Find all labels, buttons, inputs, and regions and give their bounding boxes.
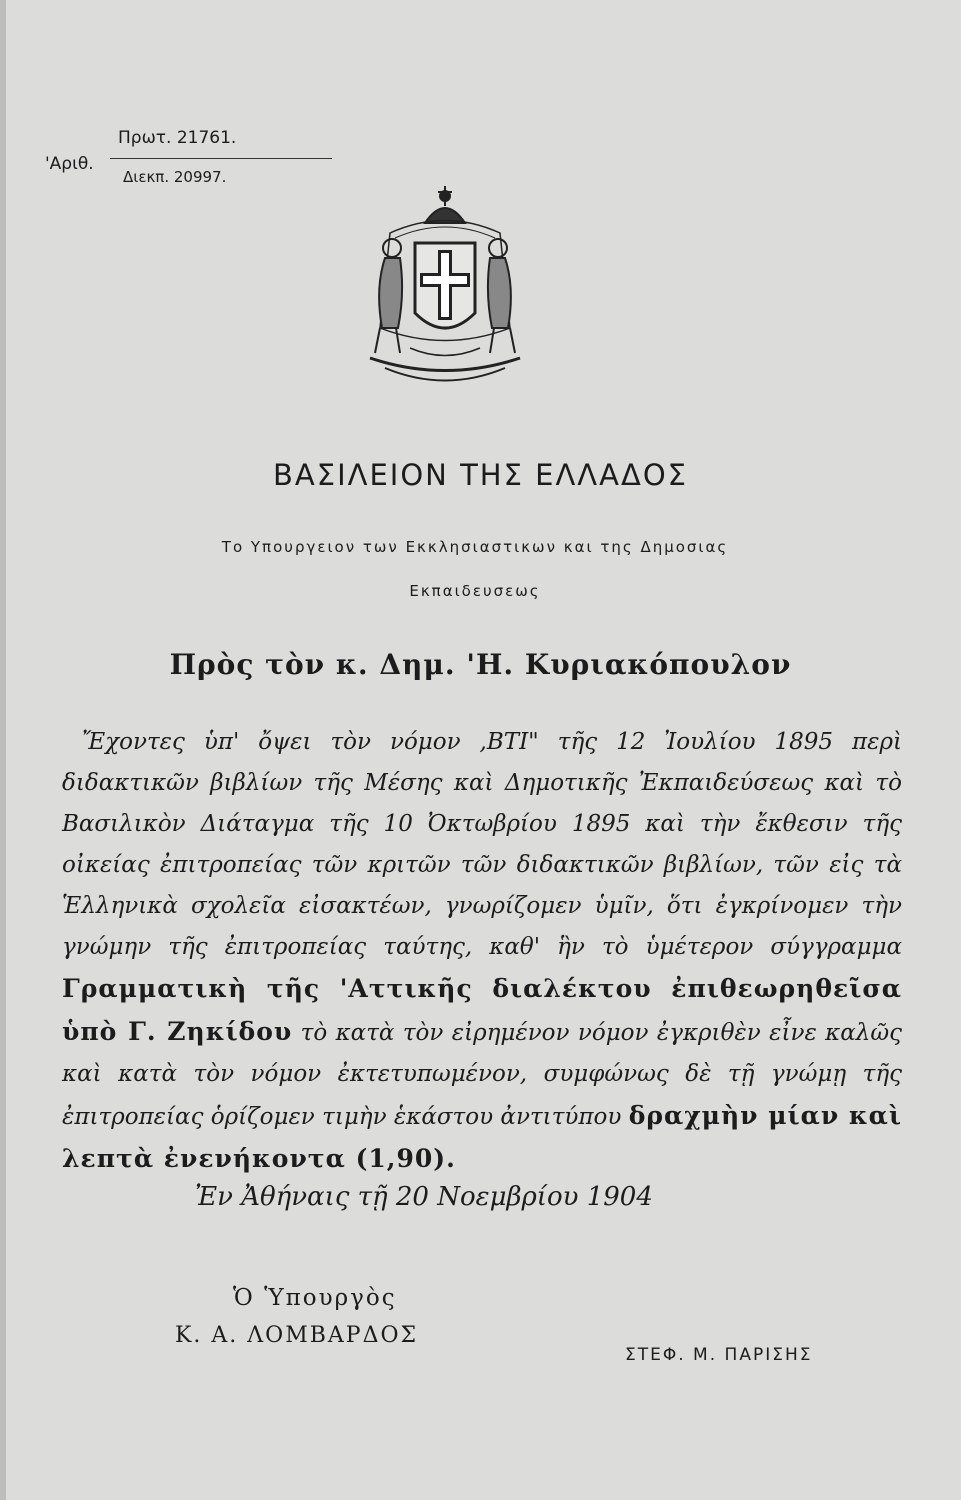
arith-label: 'Αριθ. <box>45 154 94 174</box>
body-part-1: Ἔχοντες ὑπ' ὄψει τὸν νόμον ,ΒΤΙ" τῆς 12 Ἰουλίου 1895 περὶ διδακτικῶν βιβλίων τῆς Μέσης καὶ Δημοτικῆς Ἐκπαιδεύσεως καὶ τὸ Βασιλικὸν Διάταγμα τῆς 10 Ὀκτωβρίου 1895 καὶ τὴν ἔκθεσιν τῆς οἰκείας ἐπιτροπείας τῶν κριτῶν τῶν διδακτικῶν βιβλίων, τῶν εἰς τὰ Ἑλληνικὰ σχολεῖα εἰσακτέων, γνωρίζομεν ὑμῖν, ὅτι ἐγκρίνομεν τὴν γνώμην τῆς ἐπιτροπείας ταύτης, καθ' ἣν τὸ ὑμέτερον σύγγραμμα <box>62 729 902 960</box>
ministry-heading <box>75 525 875 613</box>
book-title: Γραμματικὴ τῆς 'Αττικῆς διαλέκτου ἐπιθεωρηθεῖσα ὑπὸ Γ. Ζηκίδου <box>62 974 902 1046</box>
dispatch-number: Διεκπ. 20997. <box>123 168 227 186</box>
ministry-line-1: Το Υπουργειον των Εκκλησιαστικων και της Δημοσιας <box>221 538 729 556</box>
minister-title: Ὁ Ὑπουργὸς <box>233 1285 397 1311</box>
minister-name: Κ. Α. ΛΟΜΒΑΡΔΟΣ <box>175 1323 419 1348</box>
ministry-line-2: Εκπαιδευσεως <box>409 582 541 600</box>
coat-of-arms-icon <box>330 178 560 398</box>
protocol-number: Πρωτ. 21761. <box>118 128 237 148</box>
kingdom-title: ΒΑΣΙΛΕΙΟΝ ΤΗΣ ΕΛΛΑΔΟΣ <box>273 458 688 492</box>
addressee: Πρὸς τὸν κ. Δημ. 'Η. Κυριακόπουλον <box>169 648 792 681</box>
letter-body <box>62 722 902 1181</box>
body-part-2: τὸ κατὰ τὸν εἰρημένον νόμον ἐγκριθὲν εἶνε καλῶς καὶ κατὰ τὸν νόμον ἐκτετυπωμένον, συμφώνως δὲ τῇ γνώμῃ τῆς ἐπιτροπείας ὁρίζομεν τιμὴν ἑκάστου ἀντιτύπου <box>62 1020 903 1130</box>
secretary-name: ΣΤΕΦ. Μ. ΠΑΡΙΣΗΣ <box>625 1345 813 1365</box>
page-edge <box>0 0 6 1500</box>
date-line: Ἐν Ἀθήναις τῇ 20 Νοεμβρίου 1904 <box>195 1182 653 1212</box>
reference-divider <box>110 158 332 159</box>
price: δραχμὴν μίαν καὶ λεπτὰ ἐνενήκοντα (1,90). <box>62 1101 902 1173</box>
